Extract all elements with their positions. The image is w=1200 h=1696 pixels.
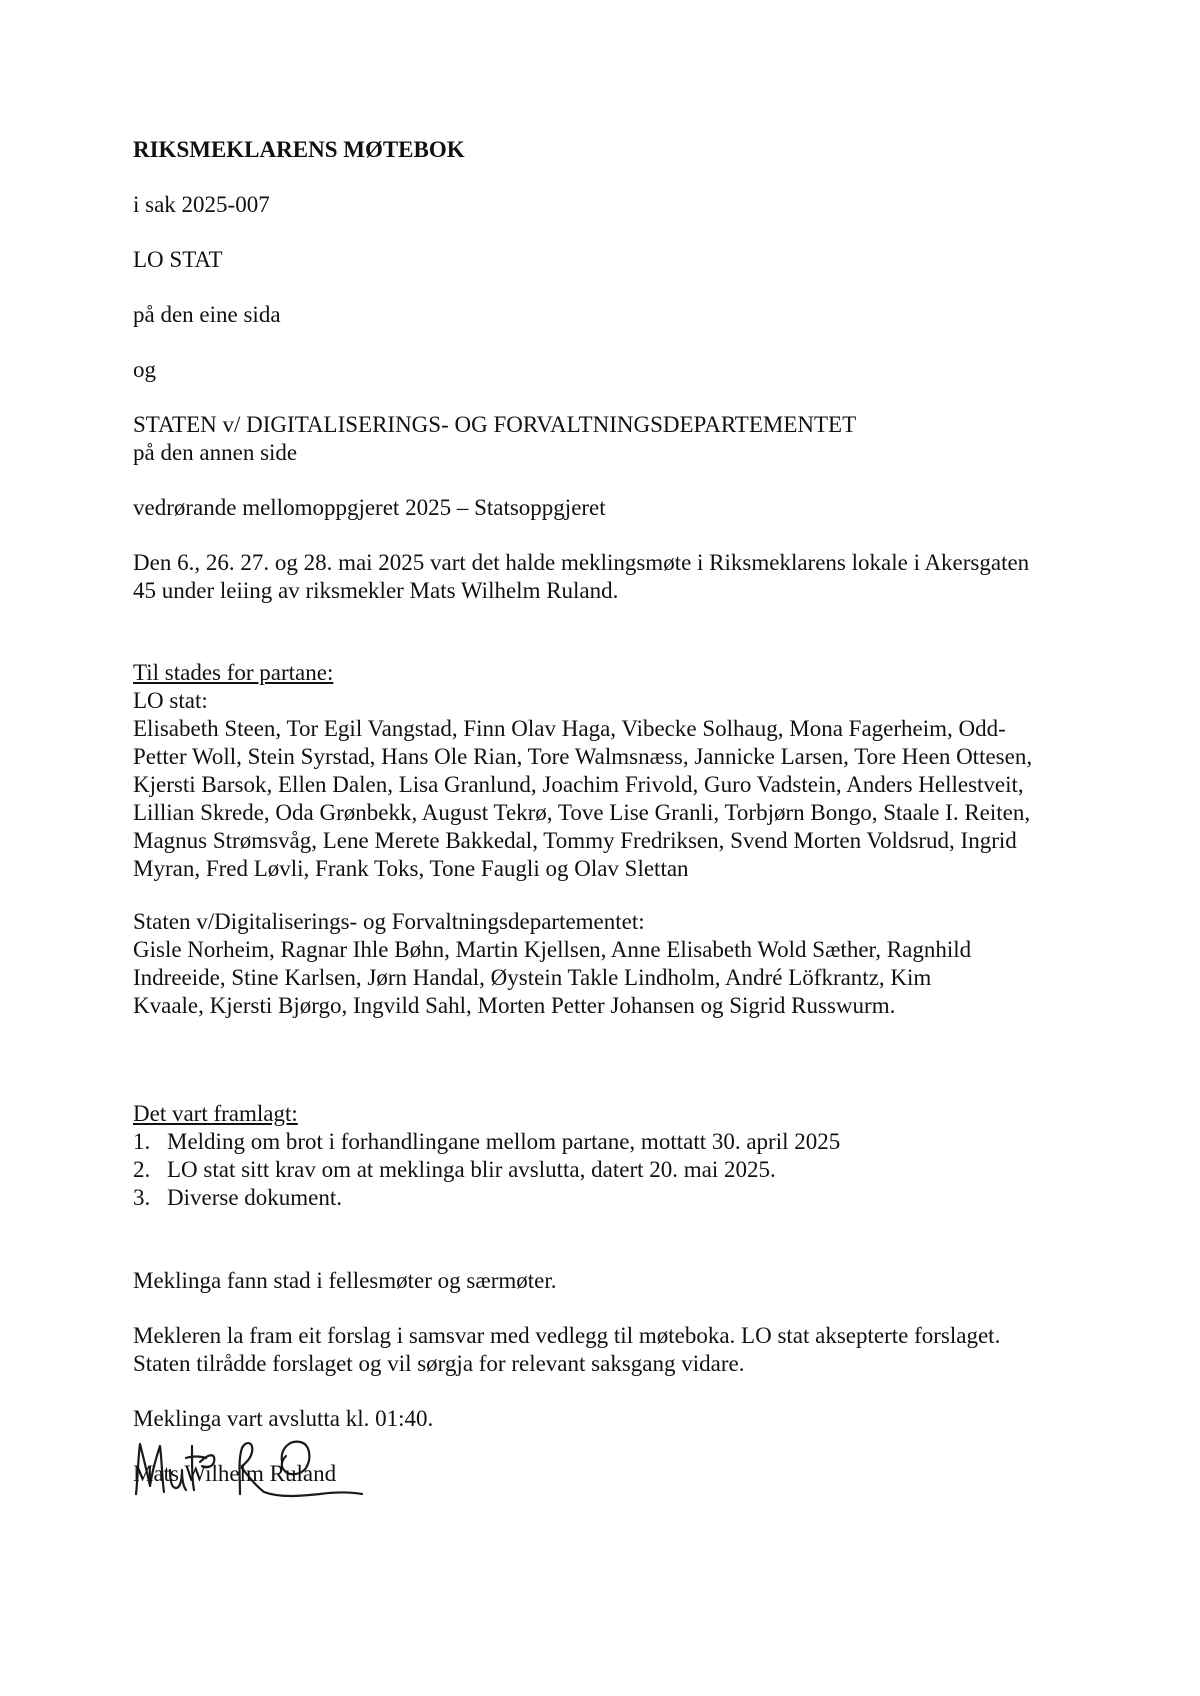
attendees-section [133, 659, 1093, 883]
list-item-text: LO stat sitt krav om at meklinga blir avslutta, datert 20. mai 2025. [167, 1157, 776, 1182]
list-item-number: 2. [133, 1157, 151, 1182]
list-item-text: Melding om brot i forhandlingane mellom partane, mottatt 30. april 2025 [167, 1129, 841, 1154]
state-attendee-line: Kvaale, Kjersti Bjørgo, Ingvild Sahl, Morten Petter Johansen og Sigrid Russwurm. [133, 993, 896, 1018]
list-item [133, 1184, 1093, 1212]
list-item-number: 3. [133, 1185, 151, 1210]
intro-line: Den 6., 26. 27. og 28. mai 2025 vart det halde meklingsmøte i Riksmeklarens lokale i Akersgaten [133, 550, 1030, 575]
state-attendees-section [133, 908, 1093, 1020]
party-two-side: på den annen side [133, 440, 298, 465]
lo-attendee-line: Petter Woll, Stein Syrstad, Hans Ole Rian, Tore Walmsnæss, Jannicke Larsen, Tore Heen Ottesen, [133, 744, 1033, 769]
intro-paragraph [133, 549, 1093, 605]
state-label: Staten v/Digitaliserings- og Forvaltningsdepartementet: [133, 909, 645, 934]
documents-list [133, 1128, 1093, 1212]
case-number: i sak 2025-007 [133, 192, 270, 217]
proposal-paragraph [133, 1322, 1093, 1378]
document-title: RIKSMEKLARENS MØTEBOK [133, 137, 465, 162]
closing-statement: Meklinga vart avslutta kl. 01:40. [133, 1406, 434, 1431]
attendees-heading: Til stades for partane: [133, 660, 334, 685]
lo-attendee-line: Kjersti Barsok, Ellen Dalen, Lisa Granlund, Joachim Frivold, Guro Vadstein, Anders Hellestveit, [133, 772, 1024, 797]
proposal-line: Mekleren la fram eit forslag i samsvar med vedlegg til møteboka. LO stat aksepterte forslaget. [133, 1323, 1001, 1348]
party-two: STATEN v/ DIGITALISERINGS- OG FORVALTNINGSDEPARTEMENTET [133, 412, 857, 437]
lo-attendee-line: Magnus Strømsvåg, Lene Merete Bakkedal, Tommy Fredriksen, Svend Morten Voldsrud, Ingrid [133, 828, 1017, 853]
party-one: LO STAT [133, 247, 223, 272]
signatory-name: Mats Wilhelm Ruland [133, 1461, 337, 1486]
lo-attendee-line: Lillian Skrede, Oda Grønbekk, August Tekrø, Tove Lise Granli, Torbjørn Bongo, Staale I. Reiten, [133, 800, 1031, 825]
list-item [133, 1156, 1093, 1184]
lo-attendee-line: Myran, Fred Løvli, Frank Toks, Tone Faugli og Olav Slettan [133, 856, 689, 881]
list-item-number: 1. [133, 1129, 151, 1154]
lo-attendee-line: Elisabeth Steen, Tor Egil Vangstad, Finn Olav Haga, Vibecke Solhaug, Mona Fagerheim, Odd- [133, 716, 1006, 741]
list-item-text: Diverse dokument. [167, 1185, 343, 1210]
meetings-statement: Meklinga fann stad i fellesmøter og særmøter. [133, 1268, 557, 1293]
proposal-line: Staten tilrådde forslaget og vil sørgja for relevant saksgang vidare. [133, 1351, 745, 1376]
state-attendee-line: Indreeide, Stine Karlsen, Jørn Handal, Øystein Takle Lindholm, André Löfkrantz, Kim [133, 965, 932, 990]
party-one-side: på den eine sida [133, 302, 281, 327]
subject-line: vedrørande mellomoppgjeret 2025 – Statsoppgjeret [133, 495, 606, 520]
list-item [133, 1128, 1093, 1156]
lo-stat-label: LO stat: [133, 688, 208, 713]
conjunction: og [133, 357, 156, 382]
state-attendee-line: Gisle Norheim, Ragnar Ihle Bøhn, Martin Kjellsen, Anne Elisabeth Wold Sæther, Ragnhild [133, 937, 972, 962]
intro-line: 45 under leiing av riksmekler Mats Wilhelm Ruland. [133, 578, 619, 603]
documents-heading: Det vart framlagt: [133, 1101, 298, 1126]
